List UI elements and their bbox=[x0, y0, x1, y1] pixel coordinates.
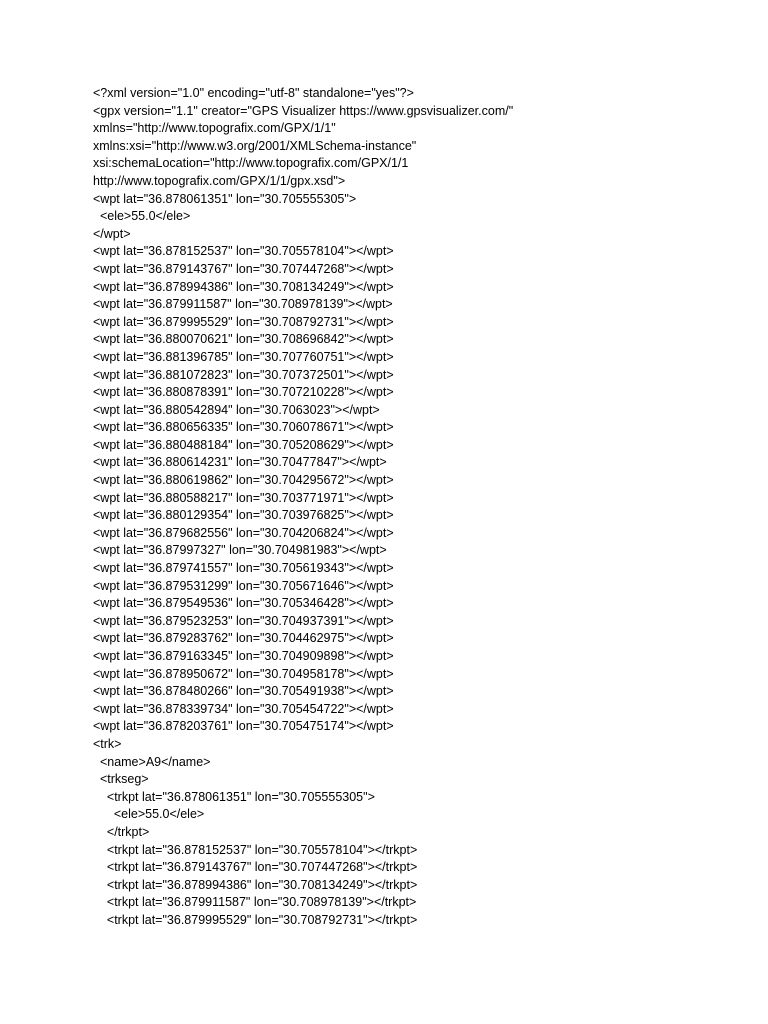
code-line: <ele>55.0</ele> bbox=[93, 209, 191, 224]
code-line: <trkpt lat="36.878152537" lon="30.705578104"></trkpt> bbox=[93, 842, 418, 857]
code-line: <wpt lat="36.879995529" lon="30.708792731"></wpt> bbox=[93, 314, 394, 329]
code-line: </trkpt> bbox=[93, 824, 150, 839]
code-line: <wpt lat="36.879283762" lon="30.704462975"></wpt> bbox=[93, 631, 394, 646]
code-line: <trkpt lat="36.878061351" lon="30.705555305"> bbox=[93, 789, 375, 804]
code-line: <gpx version="1.1" creator="GPS Visualizer https://www.gpsvisualizer.com/" bbox=[93, 103, 514, 118]
code-line: <trkpt lat="36.879143767" lon="30.707447268"></trkpt> bbox=[93, 860, 418, 875]
code-line: <wpt lat="36.878152537" lon="30.705578104"></wpt> bbox=[93, 244, 394, 259]
code-line: <trkpt lat="36.878994386" lon="30.708134249"></trkpt> bbox=[93, 877, 418, 892]
code-line: <wpt lat="36.879523253" lon="30.704937391"></wpt> bbox=[93, 613, 394, 628]
code-line: <wpt lat="36.879741557" lon="30.705619343"></wpt> bbox=[93, 561, 394, 576]
code-line: <wpt lat="36.881396785" lon="30.707760751"></wpt> bbox=[93, 349, 394, 364]
code-line: <wpt lat="36.880619862" lon="30.704295672"></wpt> bbox=[93, 473, 394, 488]
code-line: <trkpt lat="36.879911587" lon="30.708978139"></trkpt> bbox=[93, 895, 417, 910]
code-line: <wpt lat="36.879163345" lon="30.704909898"></wpt> bbox=[93, 649, 394, 663]
code-line: xsi:schemaLocation="http://www.topografix.com/GPX/1/1 bbox=[93, 156, 409, 171]
code-line: <trkseg> bbox=[93, 772, 149, 787]
code-line: <wpt lat="36.879143767" lon="30.707447268"></wpt> bbox=[93, 261, 394, 276]
code-line: <wpt lat="36.880488184" lon="30.705208629"></wpt> bbox=[93, 437, 394, 452]
code-line: <wpt lat="36.878203761" lon="30.705475174"></wpt> bbox=[93, 719, 394, 734]
code-line: <wpt lat="36.878994386" lon="30.708134249"></wpt> bbox=[93, 279, 394, 294]
code-line: <trkpt lat="36.879995529" lon="30.708792731"></trkpt> bbox=[93, 912, 418, 927]
code-line: <wpt lat="36.878339734" lon="30.705454722"></wpt> bbox=[93, 701, 394, 716]
code-line: <?xml version="1.0" encoding="utf-8" standalone="yes"?> bbox=[93, 86, 414, 100]
code-line: <wpt lat="36.879549536" lon="30.705346428"></wpt> bbox=[93, 596, 394, 611]
code-line: <wpt lat="36.880542894" lon="30.7063023"></wpt> bbox=[93, 402, 380, 417]
code-line: <wpt lat="36.881072823" lon="30.707372501"></wpt> bbox=[93, 367, 394, 382]
code-line: <wpt lat="36.880656335" lon="30.706078671"></wpt> bbox=[93, 420, 394, 435]
code-line: <wpt lat="36.879531299" lon="30.705671646"></wpt> bbox=[93, 578, 394, 593]
code-line: xmlns:xsi="http://www.w3.org/2001/XMLSchema-instance" bbox=[93, 138, 417, 153]
code-line: <wpt lat="36.879682556" lon="30.704206824"></wpt> bbox=[93, 525, 394, 540]
code-line: <wpt lat="36.880614231" lon="30.70477847"></wpt> bbox=[93, 455, 387, 470]
code-line: http://www.topografix.com/GPX/1/1/gpx.xsd"> bbox=[93, 173, 346, 188]
code-line: <wpt lat="36.880878391" lon="30.707210228"></wpt> bbox=[93, 385, 394, 400]
code-line: xmlns="http://www.topografix.com/GPX/1/1" bbox=[93, 121, 336, 136]
gpx-xml-text bbox=[93, 85, 733, 930]
code-line: <wpt lat="36.879911587" lon="30.708978139"></wpt> bbox=[93, 297, 393, 312]
code-line: <wpt lat="36.880588217" lon="30.703771971"></wpt> bbox=[93, 490, 394, 505]
code-line: <wpt lat="36.878950672" lon="30.704958178"></wpt> bbox=[93, 666, 394, 681]
code-line: <ele>55.0</ele> bbox=[93, 807, 205, 822]
code-line: <wpt lat="36.880070621" lon="30.708696842"></wpt> bbox=[93, 332, 394, 347]
code-line: <wpt lat="36.878480266" lon="30.705491938"></wpt> bbox=[93, 684, 394, 699]
code-line: </wpt> bbox=[93, 226, 131, 241]
code-line: <wpt lat="36.87997327" lon="30.704981983"></wpt> bbox=[93, 543, 387, 558]
code-line: <wpt lat="36.878061351" lon="30.705555305"> bbox=[93, 191, 357, 206]
code-line: <name>A9</name> bbox=[93, 754, 211, 769]
code-line: <wpt lat="36.880129354" lon="30.703976825"></wpt> bbox=[93, 508, 394, 523]
code-line: <trk> bbox=[93, 736, 122, 751]
